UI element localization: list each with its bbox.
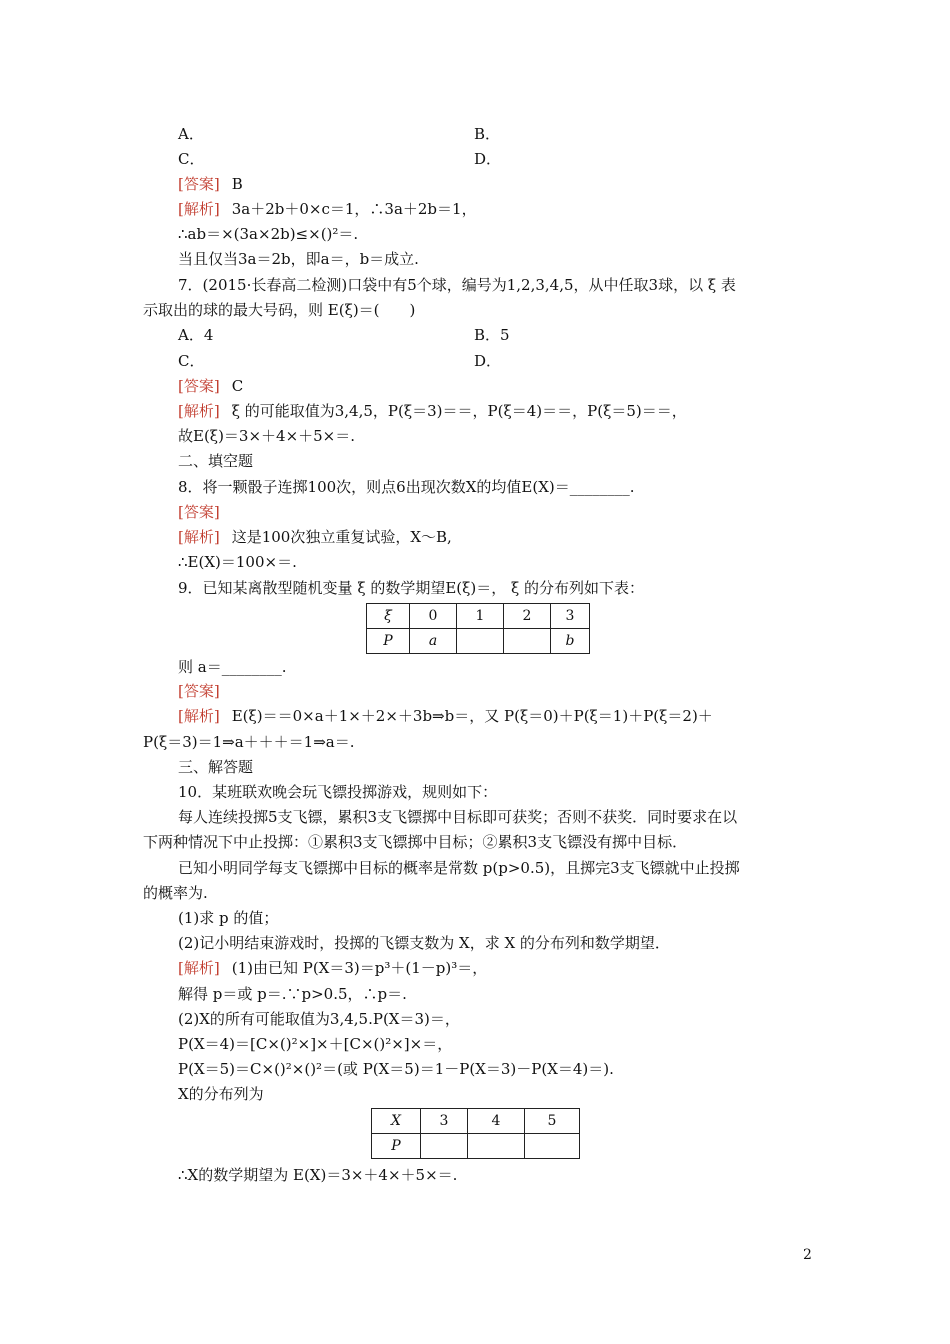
- explanation-label: [解析]: [178, 959, 220, 977]
- q10-stem-4: 已知小明同学每支飞镖掷中目标的概率是常数 p(p>0.5)，且掷完3支飞镖就中止投掷: [178, 859, 740, 877]
- table-row: [372, 1109, 580, 1134]
- q6-option-d: D．: [474, 150, 502, 168]
- explanation-label: [解析]: [178, 402, 220, 420]
- explanation-label: [解析]: [178, 707, 220, 725]
- q9-stem: 9．已知某离散型随机变量 ξ 的数学期望E(ξ)＝， ξ 的分布列如下表：: [178, 579, 645, 597]
- table-row: [372, 1134, 580, 1159]
- q10-distribution-table: [371, 1108, 580, 1159]
- table-cell: X: [372, 1109, 421, 1134]
- table-cell: 5: [525, 1109, 580, 1134]
- q7-answer: C: [231, 377, 244, 395]
- q9-exp-1: E(ξ)＝＝0×a＋1×＋2×＋3b⇒b＝，又 P(ξ＝0)＋P(ξ＝1)＋P(ξ＝2)＋: [231, 707, 713, 725]
- q8-explanation-line-1: [178, 527, 452, 547]
- table-cell: [457, 629, 504, 654]
- q7-option-d: D．: [474, 352, 502, 370]
- q8-exp-1: 这是100次独立重复试验，X～B,: [231, 528, 452, 546]
- answer-label: [答案]: [178, 175, 220, 193]
- q9-blank: 则 a＝________.: [178, 658, 287, 676]
- section-fill-blank-heading: 二、填空题: [178, 452, 254, 470]
- q6-answer-line: [178, 174, 243, 194]
- page-number: 2: [803, 1247, 812, 1263]
- table-cell: [468, 1134, 525, 1159]
- q7-option-c: C．: [178, 352, 205, 370]
- q6-exp-2: ∴ab＝×(3a×2b)≤×()²＝.: [178, 225, 359, 243]
- table-cell: 3: [421, 1109, 468, 1134]
- table-cell: b: [551, 629, 590, 654]
- q10-exp-7: ∴X的数学期望为 E(X)＝3×＋4×＋5×＝.: [178, 1166, 458, 1184]
- q10-exp-5: P(X＝5)＝C×()²×()²＝(或 P(X＝5)＝1－P(X＝3)－P(X＝4)＝).: [178, 1060, 614, 1078]
- q6-explanation-line-1: [178, 199, 477, 219]
- q10-exp-1: (1)由已知 P(X＝3)＝p³＋(1－p)³＝，: [231, 959, 488, 977]
- q7-stem-2: 示取出的球的最大号码，则 E(ξ)＝( ): [143, 301, 416, 319]
- explanation-label: [解析]: [178, 528, 220, 546]
- q7-option-a: A．4: [178, 326, 214, 344]
- table-cell: 4: [468, 1109, 525, 1134]
- table-row: [367, 604, 590, 629]
- q10-part-1: (1)求 p 的值；: [178, 909, 279, 927]
- table-cell: P: [372, 1134, 421, 1159]
- section-solution-heading: 三、解答题: [178, 758, 254, 776]
- table-cell: 3: [551, 604, 590, 629]
- q8-answer-line: [178, 502, 220, 522]
- q10-stem-3: 下两种情况下中止投掷：①累积3支飞镖掷中目标；②累积3支飞镖没有掷中目标．: [143, 833, 688, 851]
- q9-explanation-line-1: [178, 706, 713, 726]
- table-cell: 0: [410, 604, 457, 629]
- q6-option-a: A．: [178, 125, 204, 143]
- table-cell: 1: [457, 604, 504, 629]
- table-cell: [525, 1134, 580, 1159]
- q6-exp-1: 3a＋2b＋0×c＝1，∴3a＋2b＝1，: [231, 200, 477, 218]
- q10-stem-5: 的概率为.: [143, 884, 208, 902]
- table-cell: ξ: [367, 604, 410, 629]
- q9-exp-2: P(ξ＝3)＝1⇒a＋＋＋＝1⇒a＝.: [143, 733, 355, 751]
- q10-exp-2: 解得 p＝或 p＝.∵p>0.5，∴p＝.: [178, 985, 407, 1003]
- q7-option-b: B．5: [474, 326, 510, 344]
- q10-stem-1: 10．某班联欢晚会玩飞镖投掷游戏，规则如下：: [178, 783, 498, 801]
- table-row: [367, 629, 590, 654]
- q10-explanation-line-1: [178, 958, 487, 978]
- table-cell: P: [367, 629, 410, 654]
- q9-distribution-table: [366, 603, 590, 654]
- q10-exp-6: X的分布列为: [178, 1085, 264, 1103]
- q7-explanation-line-1: [178, 401, 687, 421]
- q7-exp-2: 故E(ξ)＝3×＋4×＋5×＝.: [178, 427, 356, 445]
- answer-label: [答案]: [178, 503, 220, 521]
- q10-part-2: (2)记小明结束游戏时，投掷的飞镖支数为 X，求 X 的分布列和数学期望．: [178, 934, 670, 952]
- table-cell: [421, 1134, 468, 1159]
- q9-answer-line: [178, 681, 220, 701]
- q8-stem: 8．将一颗骰子连掷100次，则点6出现次数X的均值E(X)＝________.: [178, 478, 635, 496]
- table-cell: a: [410, 629, 457, 654]
- q6-option-b: B．: [474, 125, 501, 143]
- q10-exp-4: P(X＝4)＝[C×()²×]×＋[C×()²×]×＝，: [178, 1035, 453, 1053]
- q6-answer: B: [231, 175, 243, 193]
- q7-exp-1: ξ 的可能取值为3,4,5，P(ξ＝3)＝＝，P(ξ＝4)＝＝，P(ξ＝5)＝＝，: [231, 402, 687, 420]
- q7-answer-line: [178, 376, 243, 396]
- q6-option-c: C．: [178, 150, 205, 168]
- table-cell: 2: [504, 604, 551, 629]
- q10-stem-2: 每人连续投掷5支飞镖，累积3支飞镖掷中目标即可获奖；否则不获奖．同时要求在以: [178, 808, 738, 826]
- q7-stem-1: 7．(2015·长春高二检测)口袋中有5个球，编号为1,2,3,4,5，从中任取3球，以 ξ 表: [178, 276, 736, 294]
- q6-exp-3: 当且仅当3a＝2b，即a＝，b＝成立.: [178, 250, 419, 268]
- explanation-label: [解析]: [178, 200, 220, 218]
- answer-label: [答案]: [178, 682, 220, 700]
- q10-exp-3: (2)X的所有可能取值为3,4,5.P(X＝3)＝，: [178, 1010, 460, 1028]
- table-cell: [504, 629, 551, 654]
- answer-label: [答案]: [178, 377, 220, 395]
- q8-exp-2: ∴E(X)＝100×＝.: [178, 553, 297, 571]
